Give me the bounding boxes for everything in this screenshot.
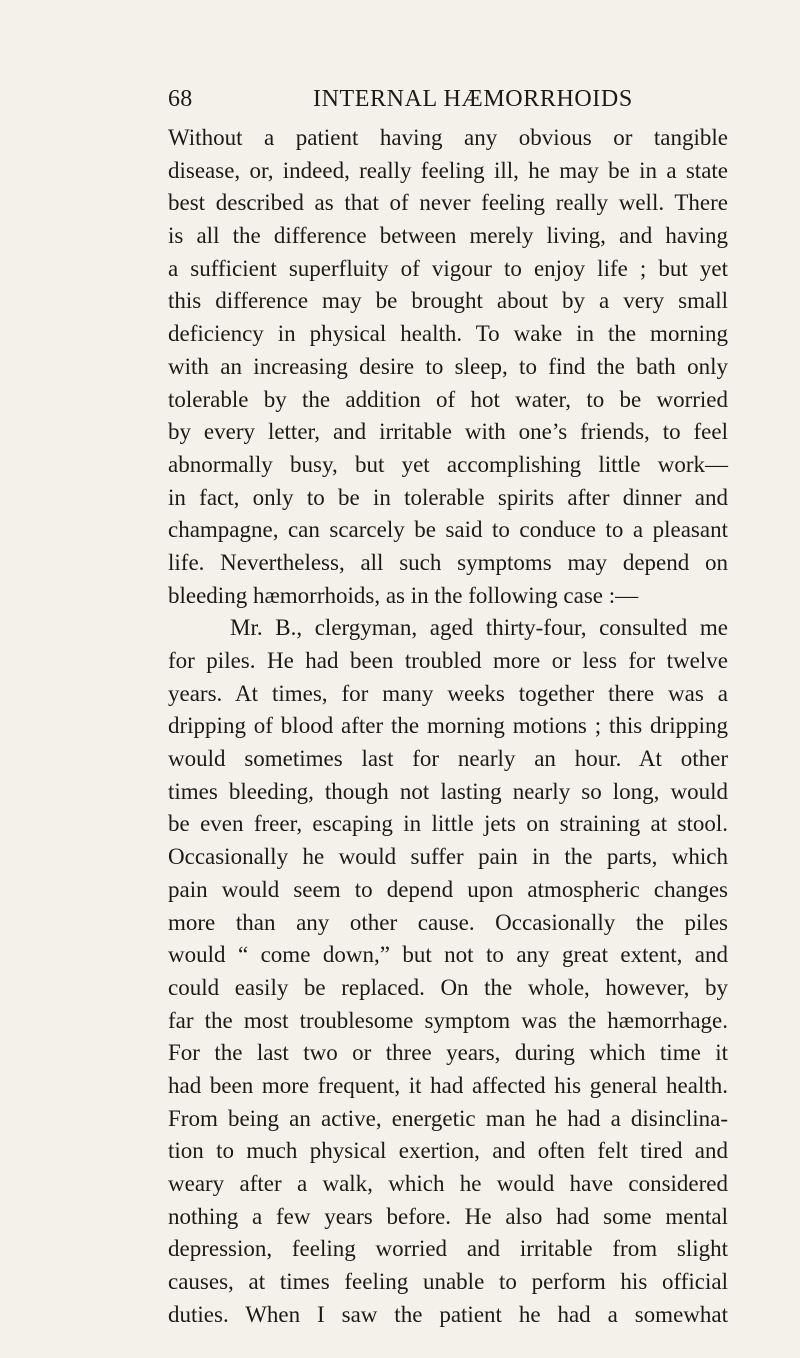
text-line: champagne, can scarcely be said to conduce to a pleasant [168, 517, 728, 543]
text-line: depression, feeling worried and irritable from slight [168, 1236, 728, 1262]
text-line: this difference may be brought about by a very small [168, 288, 728, 314]
text-line: times bleeding, though not lasting nearly so long, would [168, 778, 728, 804]
text-line: would sometimes last for nearly an hour. At other [168, 746, 728, 772]
text-line: tion to much physical exertion, and often felt tired and [168, 1138, 728, 1164]
text-line: dripping of blood after the morning motions ; this dripping [168, 713, 728, 739]
text-line: could easily be replaced. On the whole, however, by [168, 974, 728, 1000]
text-line: duties. When I saw the patient he had a somewhat [168, 1301, 728, 1327]
text-line: nothing a few years before. He also had some mental [168, 1203, 728, 1229]
paragraph-start-line: Mr. B., clergyman, aged thirty-four, consulted me [230, 615, 728, 641]
page-number: 68 [168, 86, 193, 112]
text-line: abnormally busy, but yet accomplishing little work— [168, 451, 728, 477]
text-line: Without a patient having any obvious or tangible [168, 125, 728, 150]
text-line: for piles. He had been troubled more or less for twelve [168, 648, 728, 673]
text-line: disease, or, indeed, really feeling ill, he may be in a state [168, 157, 728, 183]
text-line: is all the difference between merely living, and having [168, 223, 728, 249]
text-line: causes, at times feeling unable to perform his official [168, 1269, 728, 1295]
text-line: For the last two or three years, during which time it [168, 1040, 728, 1066]
page-header [168, 86, 728, 120]
text-line: tolerable by the addition of hot water, to be worried [168, 386, 728, 412]
text-line: be even freer, escaping in little jets on straining at stool. [168, 811, 728, 837]
running-title: INTERNAL HÆMORRHOIDS [313, 86, 633, 112]
text-line: deficiency in physical health. To wake in the morning [168, 321, 728, 347]
text-line: with an increasing desire to sleep, to find the bath only [168, 353, 728, 379]
text-line: From being an active, energetic man he had a disinclina- [168, 1105, 728, 1131]
text-line: had been more frequent, it had affected his general health. [168, 1072, 728, 1098]
text-line: far the most troublesome symptom was the hæmorrhage. [168, 1007, 728, 1033]
text-line: a sufficient superfluity of vigour to enjoy life ; but yet [168, 255, 728, 281]
text-line: more than any other cause. Occasionally the piles [168, 909, 728, 935]
text-line: Occasionally he would suffer pain in the parts, which [168, 844, 728, 870]
text-line: life. Nevertheless, all such symptoms may depend on [168, 549, 728, 575]
text-line: would “ come down,” but not to any great extent, and [168, 942, 728, 968]
text-line: weary after a walk, which he would have considered [168, 1171, 728, 1196]
text-line: by every letter, and irritable with one’s friends, to feel [168, 419, 728, 445]
text-line: bleeding hæmorrhoids, as in the following case :— [168, 582, 639, 608]
text-line: pain would seem to depend upon atmospheric changes [168, 876, 728, 902]
text-line: years. At times, for many weeks together there was a [168, 680, 728, 706]
body-text [168, 122, 728, 1331]
text-line: best described as that of never feeling really well. There [168, 190, 728, 216]
text-line: in fact, only to be in tolerable spirits after dinner and [168, 484, 728, 510]
